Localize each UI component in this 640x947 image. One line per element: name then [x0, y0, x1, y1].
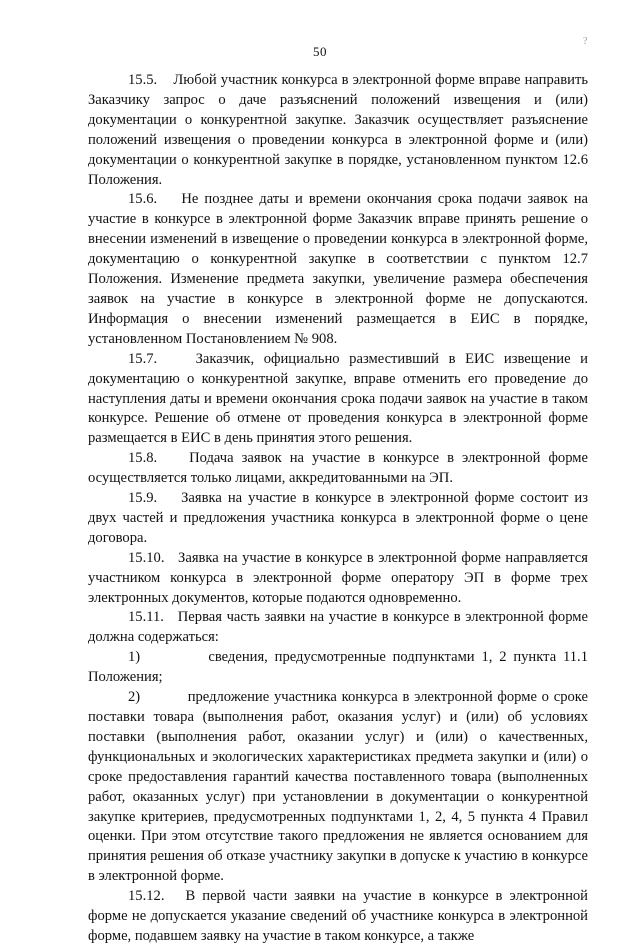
paragraph-15-9: 15.9. Заявка на участие в конкурсе в электронной форме состоит из двух частей и предложения участника конкурса в электронной форме о цене договора. — [88, 490, 588, 546]
document-body — [88, 71, 588, 947]
page-number: 50 — [313, 44, 327, 59]
paragraph-15-6: 15.6. Не позднее даты и времени окончания срока подачи заявок на участие в конкурсе в электронной форме Заказчик вправе принять решение о внесении изменений в извещение о проведении конкурса в электронной форме, документацию о конкурентной закупке в соответствии с пунктом 12.7 Положения. Изменение предмета закупки, увеличение размера обеспечения заявок на участие в конкурсе в электронной форме не допускаются. Информация о внесении изменений размещается в ЕИС в порядке, установленном Постановлением № 908. — [88, 191, 588, 347]
paragraph-15-11: 15.11. Первая часть заявки на участие в конкурсе в электронной форме должна содержаться: — [88, 609, 588, 646]
paragraph-15-12: 15.12. В первой части заявки на участие в конкурсе в электронной форме не допускается указание сведений об участнике конкурса в электронной форме, подавшем заявку на участие в таком конкурсе, а также — [88, 888, 588, 944]
paragraph-15-10: 15.10. Заявка на участие в конкурсе в электронной форме направляется участником конкурса в электронной форме оператору ЭП в форме трех электронных документов, которые подаются одновременно. — [88, 549, 588, 606]
paragraph-15-8: 15.8. Подача заявок на участие в конкурсе в электронной форме осуществляется только лицами, аккредитованными на ЭП. — [88, 450, 588, 487]
paragraph-15-7: 15.7. Заказчик, официально разместивший в ЕИС извещение и документацию о конкурентной закупке, вправе отменить его проведение до наступления даты и времени окончания срока подачи заявок на участие в таком конкурсе. Решение об отмене от проведения конкурса в электронной форме размещается в ЕИС в день принятия этого решения. — [88, 350, 588, 447]
paragraph-15-5: 15.5. Любой участник конкурса в электронной форме вправе направить Заказчику запрос о даче разъяснений положений извещения и (или) документации о конкурентной закупке. Заказчик осуществляет разъяснение положений извещения о проведении конкурса в электронной форме и (или) документации о конкурентной закупке в порядке, установленном пунктом 12.6 Положения. — [88, 72, 588, 188]
margin-mark: ? — [583, 36, 588, 47]
list-item-2: 2) предложение участника конкурса в электронной форме о сроке поставки товара (выполнения работ, оказания услуг) и (или) об условиях поставки (выполнения работ, оказании услуг) и (или) о качественных, функциональных и экологических характеристиках предмета закупки и (или) о сроке предоставления гарантий качества поставленного товара (выполненных работ, оказанных услуг) при установлении в документации о конкурентной закупке критериев, предусмотренных подпунктами 1, 2, 4, 5 пункта 4 Правил оценки. При этом отсутствие такого предложения не является основанием для принятия решения об отказе участнику закупки в допуске к участию в конкурсе в электронной форме. — [88, 689, 588, 885]
list-item-1: 1) сведения, предусмотренные подпунктами 1, 2 пункта 11.1 Положения; — [88, 649, 588, 686]
